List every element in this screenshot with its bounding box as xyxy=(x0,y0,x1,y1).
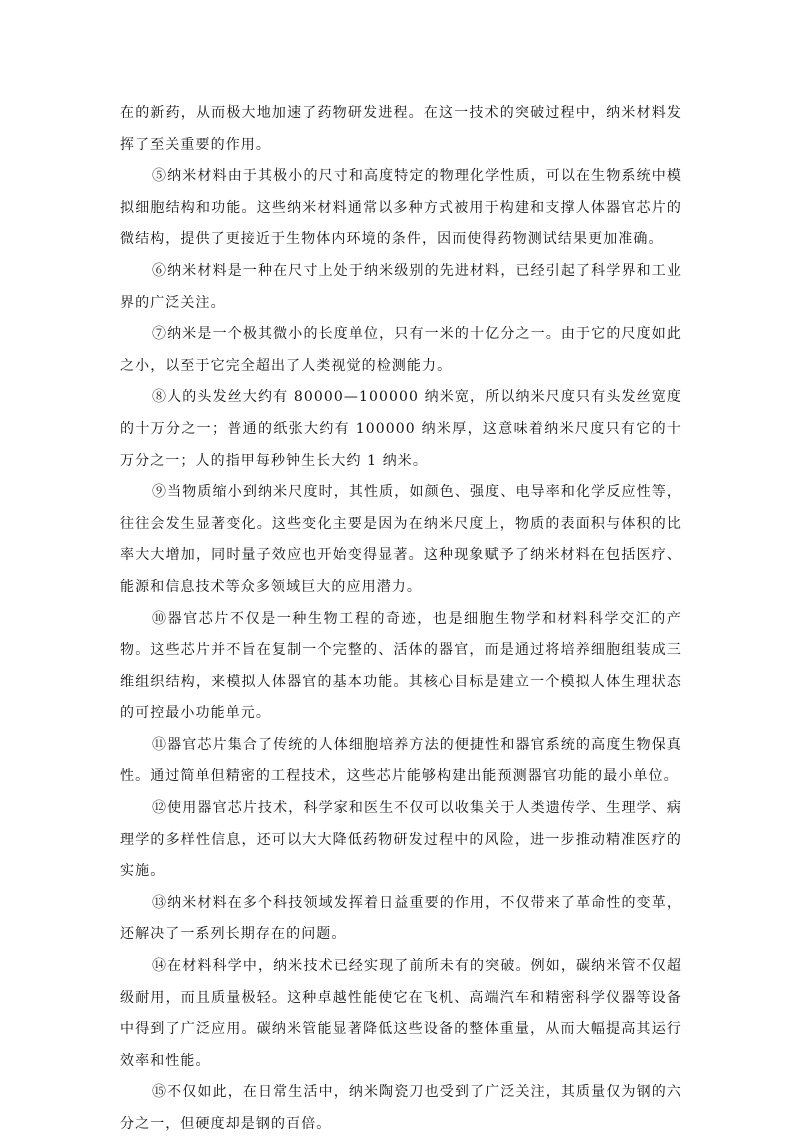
paragraph-10: ⑩器官芯片不仅是一种生物工程的奇迹，也是细胞生物学和材料科学交汇的产物。这些芯片并不旨在复制一个完整的、活体的器官，而是通过将培养细胞组装成三维组织结构，来模拟人体器官的基本功能。其核心目标是建立一个模拟人体生理状态的可控最小功能单元。 xyxy=(120,610,682,722)
paragraph-15: ⑮不仅如此，在日常生活中，纳米陶瓷刀也受到了广泛关注，其质量仅为钢的六分之一，但硬度却是钢的百倍。 xyxy=(120,1084,682,1132)
paragraph-9: ⑨当物质缩小到纳米尺度时，其性质，如颜色、强度、电导率和化学反应性等，往往会发生显著变化。这些变化主要是因为在纳米尺度上，物质的表面积与体积的比率大大增加，同时量子效应也开始变得显著。这种现象赋予了纳米材料在包括医疗、能源和信息技术等众多领域巨大的应用潜力。 xyxy=(120,484,682,595)
paragraph-7: ⑦纳米是一个极其微小的长度单位，只有一米的十亿分之一。由于它的尺度如此之小，以至于它完全超出了人类视觉的检测能力。 xyxy=(120,326,682,374)
paragraph-12: ⑫使用器官芯片技术，科学家和医生不仅可以收集关于人类遗传学、生理学、病理学的多样性信息，还可以大大降低药物研发过程中的风险，进一步推动精准医疗的实施。 xyxy=(120,800,682,880)
paragraph-13: ⑬纳米材料在多个科技领域发挥着日益重要的作用，不仅带来了革命性的变革，还解决了一系列长期存在的问题。 xyxy=(120,894,682,943)
paragraph-continuation: 在的新药，从而极大地加速了药物研发进程。在这一技术的突破过程中，纳米材料发挥了至关重要的作用。 xyxy=(120,105,682,153)
paragraph-8: ⑧人的头发丝大约有 80000—100000 纳米宽，所以纳米尺度只有头发丝宽度的十万分之一；普通的纸张大约有 100000 纳米厚，这意味着纳米尺度只有它的十万分之一；人的指甲每秒钟生长大约 1 纳米。 xyxy=(120,389,682,469)
paragraph-6: ⑥纳米材料是一种在尺寸上处于纳米级别的先进材料，已经引起了科学界和工业界的广泛关注。 xyxy=(120,262,682,311)
document-body xyxy=(120,98,682,1141)
paragraph-11: ⑪器官芯片集合了传统的人体细胞培养方法的便捷性和器官系统的高度生物保真性。通过简单但精密的工程技术，这些芯片能够构建出能预测器官功能的最小单位。 xyxy=(120,736,682,785)
paragraph-14: ⑭在材料科学中，纳米技术已经实现了前所未有的突破。例如，碳纳米管不仅超级耐用，而且质量极轻。这种卓越性能使它在飞机、高端汽车和精密科学仪器等设备中得到了广泛应用。碳纳米管能显著降低这些设备的整体重量，从而大幅提高其运行效率和性能。 xyxy=(120,958,682,1069)
paragraph-5: ⑤纳米材料由于其极小的尺寸和高度特定的物理化学性质，可以在生物系统中模拟细胞结构和功能。这些纳米材料通常以多种方式被用于构建和支撑人体器官芯片的微结构，提供了更接近于生物体内环境的条件，因而使得药物测试结果更加准确。 xyxy=(120,168,682,248)
